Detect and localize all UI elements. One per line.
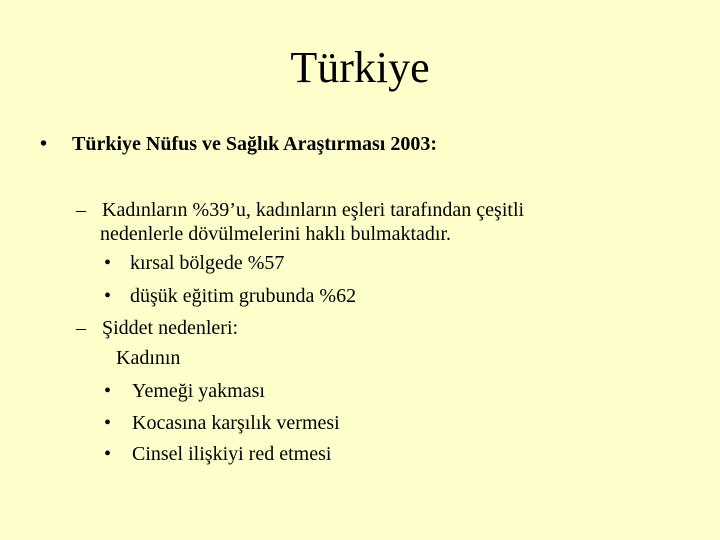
bullet-marker: • bbox=[104, 412, 112, 434]
slide-title: Türkiye bbox=[290, 43, 430, 92]
heading-bullet bbox=[40, 132, 700, 156]
bullet-marker: • bbox=[40, 133, 48, 155]
sub-item-text: Cinsel ilişkiyi red etmesi bbox=[132, 443, 332, 465]
dash-marker: – bbox=[76, 317, 86, 339]
sub-item-text: Yemeği yakması bbox=[132, 380, 265, 402]
item-1-line-1: Kadınların %39’u, kadınların eşleri tarafından çeşitli bbox=[102, 199, 525, 221]
sub-item bbox=[104, 251, 504, 275]
sub-heading bbox=[116, 346, 416, 370]
item-1-line-2: nedenlerle dövülmelerini haklı bulmaktadır. bbox=[100, 223, 452, 245]
sub-item bbox=[104, 411, 504, 435]
bullet-marker: • bbox=[104, 285, 112, 307]
bullet-marker: • bbox=[104, 443, 112, 465]
sub-item bbox=[104, 284, 504, 308]
item-2-text: Şiddet nedenleri: bbox=[102, 317, 239, 339]
sub-item bbox=[104, 442, 504, 466]
heading-text: Türkiye Nüfus ve Sağlık Araştırması 2003: bbox=[72, 133, 438, 155]
sub-item-text: düşük eğitim grubunda %62 bbox=[130, 285, 357, 307]
bullet-marker: • bbox=[104, 380, 112, 402]
list-item-2 bbox=[76, 316, 476, 340]
sub-item bbox=[104, 379, 504, 403]
list-item-1 bbox=[76, 198, 706, 246]
dash-marker: – bbox=[76, 199, 86, 221]
sub-heading-text: Kadının bbox=[116, 347, 181, 369]
bullet-marker: • bbox=[104, 252, 112, 274]
sub-item-text: kırsal bölgede %57 bbox=[130, 252, 285, 274]
sub-item-text: Kocasına karşılık vermesi bbox=[132, 412, 340, 434]
